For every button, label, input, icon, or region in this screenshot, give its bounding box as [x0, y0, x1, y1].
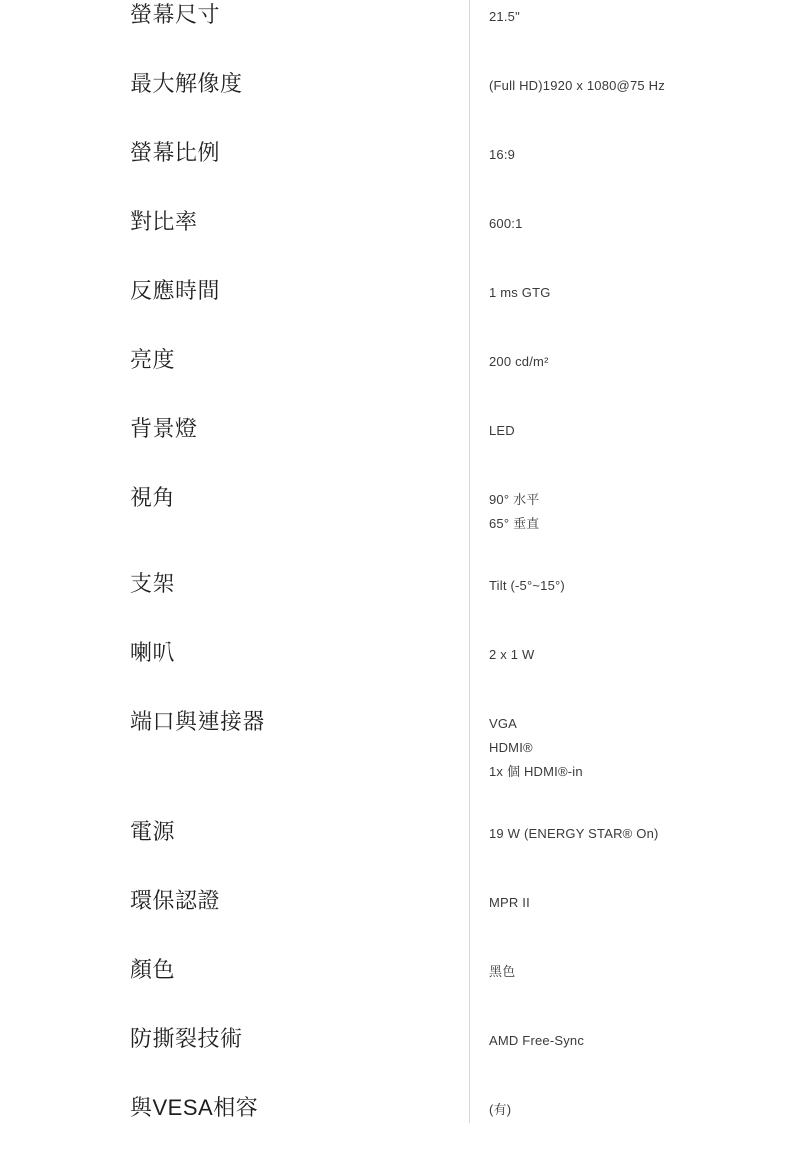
- spec-label: 與VESA相容: [130, 1095, 259, 1120]
- spec-label: 最大解像度: [130, 71, 243, 96]
- spec-label: 對比率: [130, 209, 198, 234]
- spec-row: [0, 1093, 799, 1123]
- spec-label: 背景燈: [130, 416, 198, 441]
- spec-value-line: 1x 個 HDMI®-in: [489, 764, 583, 779]
- spec-label: 顏色: [130, 957, 176, 982]
- spec-row: [0, 207, 799, 237]
- spec-value: [469, 74, 799, 98]
- spec-value-line: 90° 水平: [489, 492, 540, 507]
- spec-value: [469, 1029, 799, 1053]
- spec-value-line: 21.5": [489, 9, 520, 24]
- spec-value-line: 600:1: [489, 216, 523, 231]
- spec-row: [0, 638, 799, 668]
- spec-value-line: 65° 垂直: [489, 516, 540, 531]
- spec-label: 亮度: [130, 347, 176, 372]
- spec-value-line: AMD Free-Sync: [489, 1033, 585, 1048]
- spec-value: [469, 891, 799, 915]
- spec-value: [469, 143, 799, 167]
- spec-row: [0, 483, 799, 531]
- spec-row: [0, 345, 799, 375]
- spec-value-line: 2 x 1 W: [489, 647, 535, 662]
- spec-value: [469, 281, 799, 305]
- spec-value-line: 200 cd/m²: [489, 354, 549, 369]
- spec-value-line: 黑色: [489, 964, 516, 979]
- spec-row: [0, 569, 799, 599]
- spec-value: [469, 712, 799, 784]
- spec-row: [0, 0, 799, 30]
- spec-label: 防撕裂技術: [130, 1026, 243, 1051]
- spec-row: [0, 955, 799, 985]
- spec-value: [469, 488, 799, 536]
- spec-value-line: 19 W (ENERGY STAR® On): [489, 826, 659, 841]
- spec-value-line: Tilt (-5°~15°): [489, 578, 565, 593]
- spec-value-line: (Full HD)1920 x 1080@75 Hz: [489, 78, 665, 93]
- spec-value-line: MPR II: [489, 895, 530, 910]
- spec-label: 螢幕比例: [130, 140, 221, 165]
- spec-value: [469, 350, 799, 374]
- spec-row: [0, 69, 799, 99]
- spec-row: [0, 707, 799, 779]
- spec-row: [0, 414, 799, 444]
- spec-value: [469, 643, 799, 667]
- spec-value-line: 1 ms GTG: [489, 285, 551, 300]
- spec-value-line: LED: [489, 423, 515, 438]
- spec-label: 支架: [130, 571, 176, 596]
- spec-row: [0, 138, 799, 168]
- spec-label: 電源: [130, 819, 176, 844]
- spec-row: [0, 276, 799, 306]
- spec-label: 端口與連接器: [130, 709, 266, 734]
- spec-value: [469, 1098, 799, 1122]
- spec-value-line: 16:9: [489, 147, 516, 162]
- spec-row: [0, 1024, 799, 1054]
- spec-value-line: HDMI®: [489, 740, 533, 755]
- spec-value: [469, 960, 799, 984]
- spec-row: [0, 817, 799, 847]
- spec-row: [0, 886, 799, 916]
- spec-label: 螢幕尺寸: [130, 2, 221, 27]
- spec-value: [469, 574, 799, 598]
- spec-value: [469, 212, 799, 236]
- spec-value-line: VGA: [489, 716, 518, 731]
- spec-label: 反應時間: [130, 278, 221, 303]
- spec-value: [469, 5, 799, 29]
- spec-value: [469, 419, 799, 443]
- spec-label: 喇叭: [130, 640, 176, 665]
- spec-value: [469, 822, 799, 846]
- spec-label: 環保認證: [130, 888, 221, 913]
- spec-value-line: (有): [489, 1102, 512, 1117]
- spec-label: 視角: [130, 485, 176, 510]
